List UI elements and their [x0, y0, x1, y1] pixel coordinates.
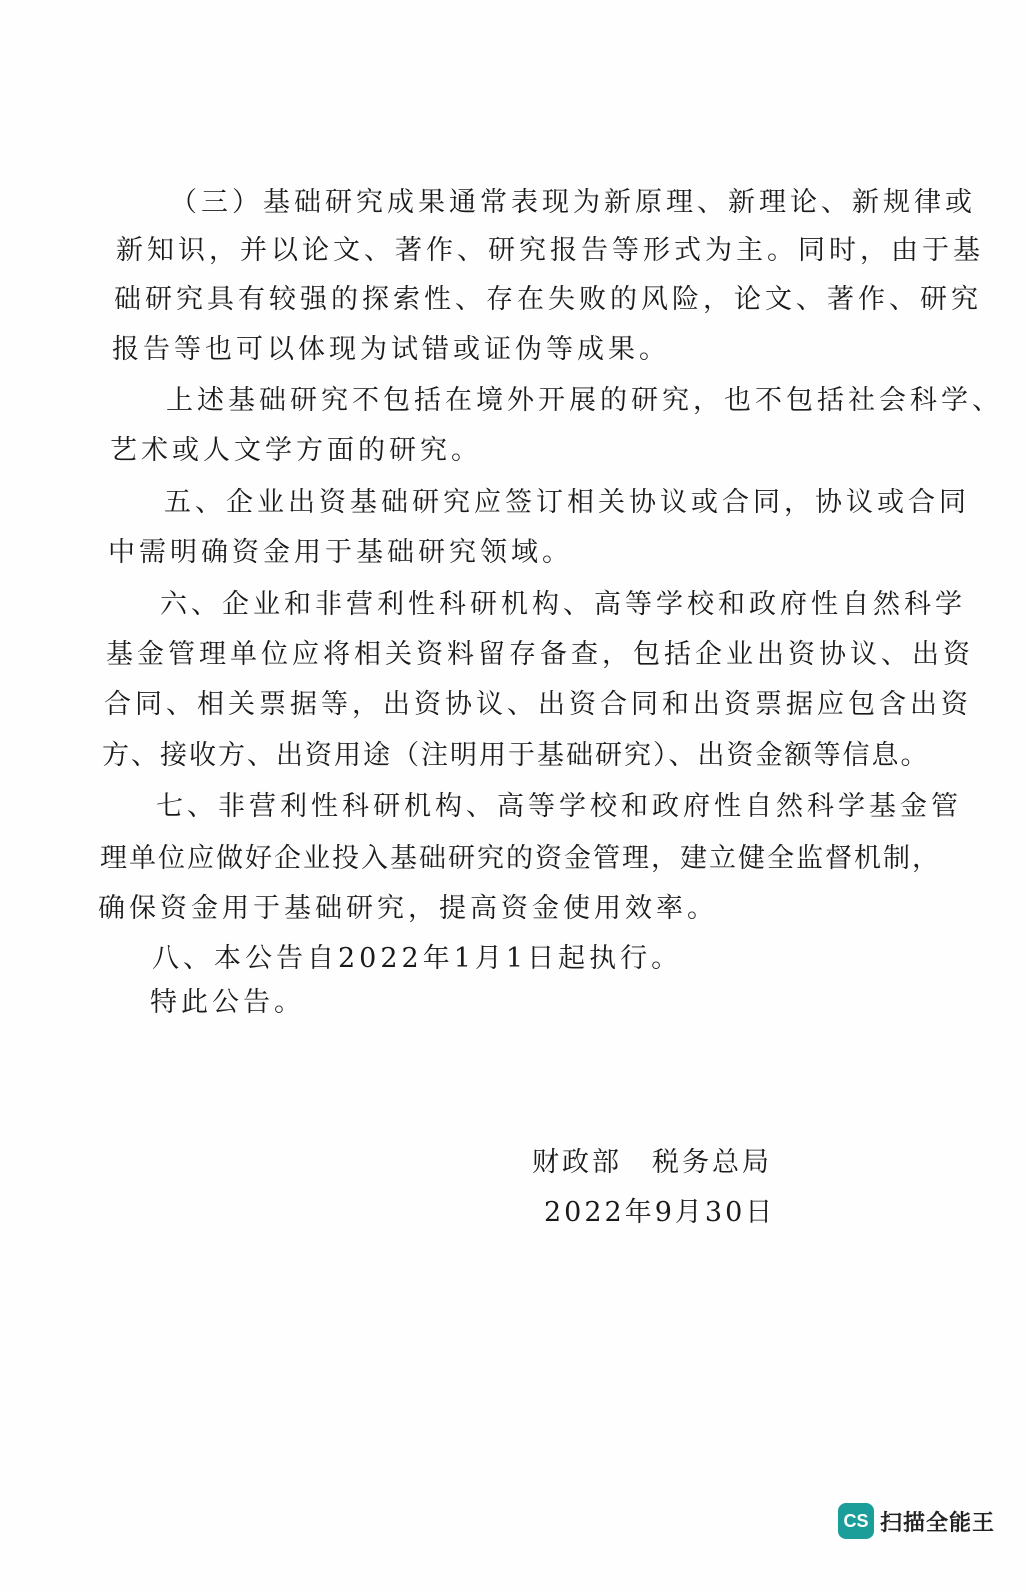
paragraph-6-line-1: 六、企业和非营利性科研机构、高等学校和政府性自然科学: [160, 589, 966, 620]
paragraph-5-line-2: 中需明确资金用于基础研究领域。: [108, 537, 573, 568]
signature-issuers: 财政部 税务总局: [532, 1147, 772, 1178]
paragraph-7-line-2: 理单位应做好企业投入基础研究的资金管理，建立健全监督机制，: [100, 843, 941, 874]
signature-date: 2022年9月30日: [544, 1197, 776, 1228]
paragraph-scope-line-2: 艺术或人文学方面的研究。: [110, 435, 482, 466]
paragraph-3-line-1: （三）基础研究成果通常表现为新原理、新理论、新规律或: [170, 187, 976, 218]
paragraph-6-line-3: 合同、相关票据等，出资协议、出资合同和出资票据应包含出资: [104, 689, 972, 720]
paragraph-3-line-3: 础研究具有较强的探索性、存在失败的风险，论文、著作、研究: [114, 284, 982, 315]
paragraph-5-line-1: 五、企业出资基础研究应签订相关协议或合同，协议或合同: [164, 487, 970, 518]
camscanner-logo-icon: CS: [838, 1503, 874, 1539]
paragraph-3-line-2: 新知识，并以论文、著作、研究报告等形式为主。同时，由于基: [116, 235, 984, 266]
paragraph-6-line-4: 方、接收方、出资用途（注明用于基础研究）、出资金额等信息。: [102, 740, 930, 771]
paragraph-scope-line-1: 上述基础研究不包括在境外开展的研究，也不包括社会科学、: [166, 385, 1003, 416]
paragraph-8-line-1: 八、本公告自2022年1月1日起执行。: [152, 943, 683, 974]
paragraph-6-line-2: 基金管理单位应将相关资料留存备查，包括企业出资协议、出资: [106, 639, 974, 670]
scanner-watermark: [838, 1502, 995, 1540]
paragraph-7-line-1: 七、非营利性科研机构、高等学校和政府性自然科学基金管: [156, 791, 962, 822]
paragraph-7-line-3: 确保资金用于基础研究，提高资金使用效率。: [98, 893, 718, 924]
camscanner-app-name: 扫描全能王: [880, 1510, 996, 1536]
paragraph-3-line-4: 报告等也可以体现为试错或证伪等成果。: [112, 334, 670, 365]
closing-line: 特此公告。: [150, 987, 305, 1018]
